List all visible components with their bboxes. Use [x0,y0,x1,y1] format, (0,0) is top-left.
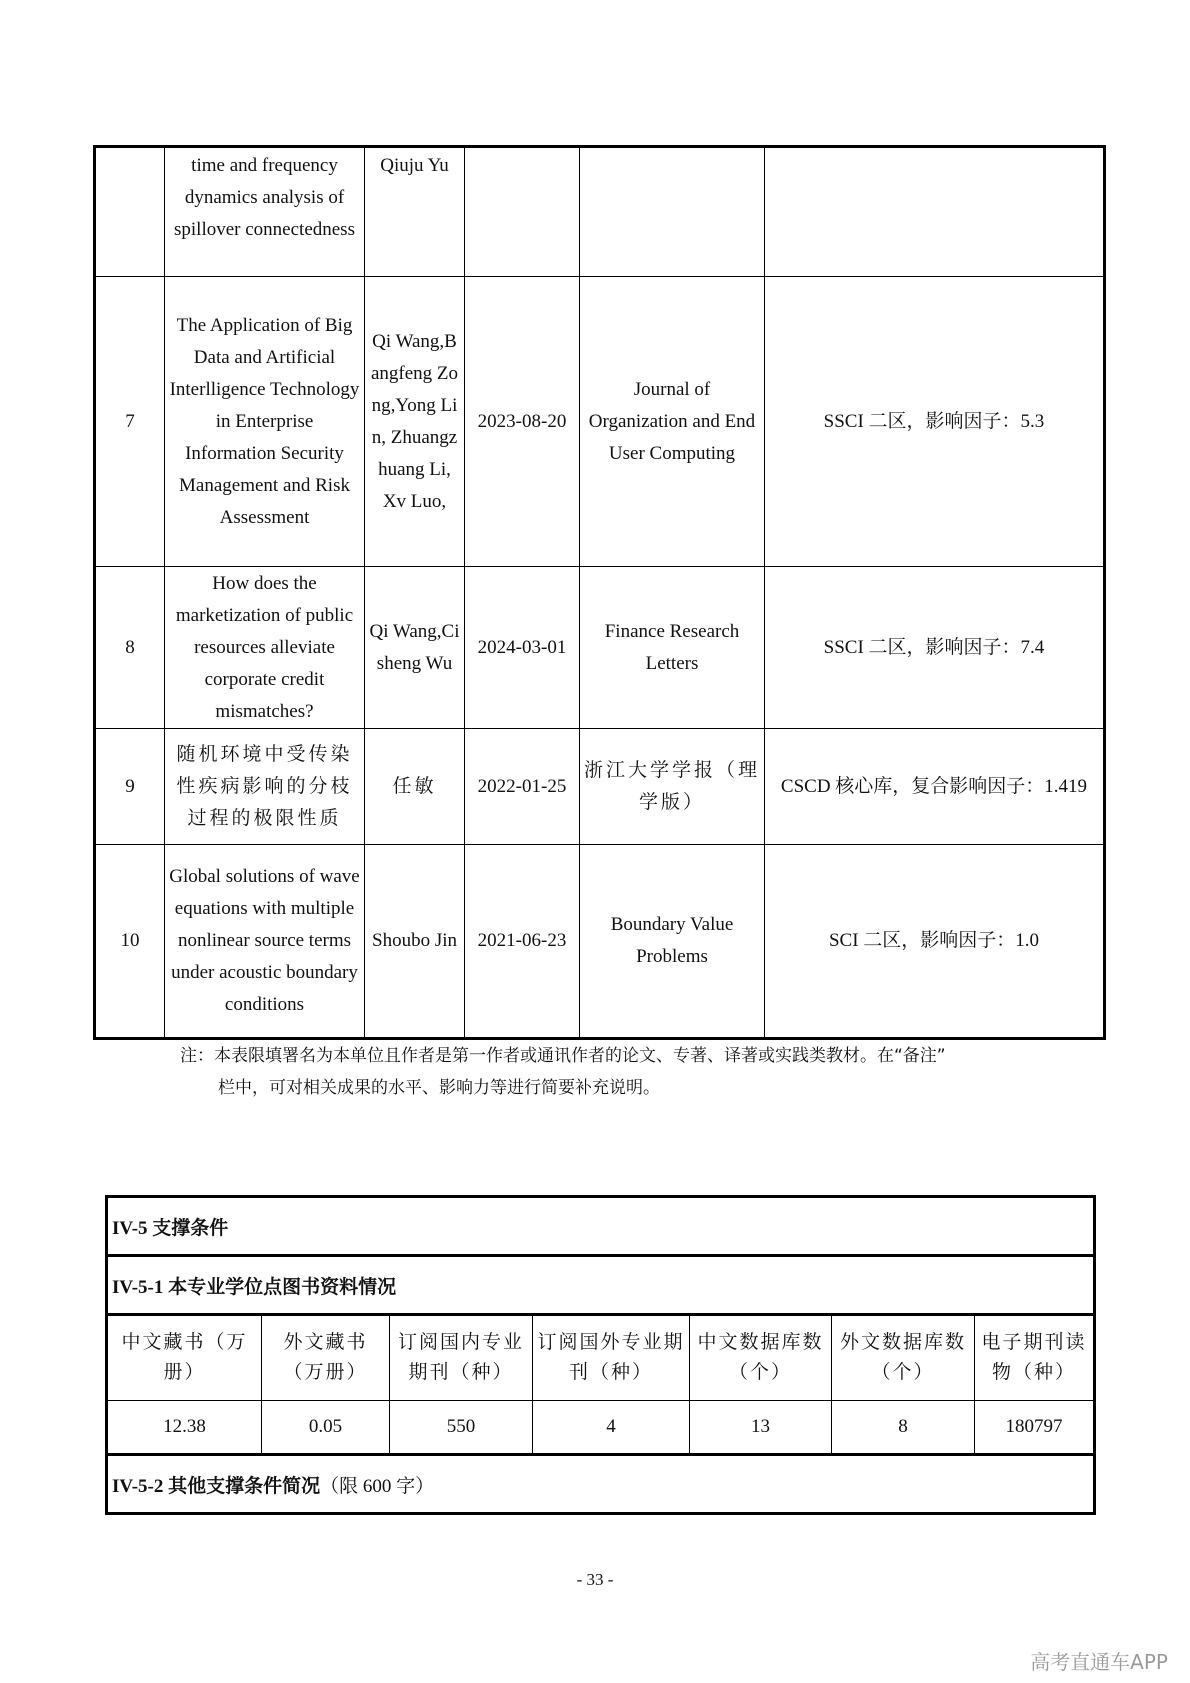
paper-authors: Qi Wang,Cisheng Wu [365,567,465,729]
paper-authors: Qiuju Yu [365,147,465,277]
support-table [105,1195,1096,1515]
watermark: 高考直通车APP [1030,1650,1168,1674]
subsection-title [107,1455,1095,1514]
paper-note [765,147,1105,277]
paper-title: How does the marketization of public resources alleviate corporate credit mismatches? [165,567,365,729]
column-header: 中文数据库数（个） [690,1315,832,1401]
paper-note: SSCI 二区，影响因子：7.4 [765,567,1105,729]
column-header: 电子期刊读物（种） [975,1315,1095,1401]
paper-title: Global solutions of wave equations with multiple nonlinear source terms under acoustic boundary conditions [165,845,365,1039]
section-title: IV-5 支撑条件 [107,1197,1095,1256]
page-number: - 33 - [576,1570,614,1589]
row-number: 10 [95,845,165,1039]
column-header: 中文藏书（万册） [107,1315,262,1401]
paper-journal [580,147,765,277]
paper-title: The Application of Big Data and Artificial Interlligence Technology in Enterprise Information Security Management and Risk Assessment [165,277,365,567]
table-row [95,729,1105,845]
table-row [95,147,1105,277]
paper-authors: Shoubo Jin [365,845,465,1039]
paper-date: 2021-06-23 [465,845,580,1039]
paper-date: 2022-01-25 [465,729,580,845]
table-cell: 13 [690,1401,832,1455]
subsection-title-text: IV-5-2 其他支撑条件简况 [112,1475,321,1497]
paper-title: 随机环境中受传染性疾病影响的分枝过程的极限性质 [165,729,365,845]
table-cell: 550 [390,1401,533,1455]
table-cell: 12.38 [107,1401,262,1455]
table-header-row [107,1315,1095,1401]
column-header: 订阅国内专业期刊（种） [390,1315,533,1401]
table-row [95,567,1105,729]
paper-journal: Journal of Organization and End User Computing [580,277,765,567]
paper-note: SSCI 二区，影响因子：5.3 [765,277,1105,567]
paper-authors: Qi Wang,Bangfeng Zong,Yong Lin, Zhuangzhuang Li, Xv Luo, [365,277,465,567]
table-cell: 0.05 [262,1401,390,1455]
paper-note: SCI 二区，影响因子：1.0 [765,845,1105,1039]
column-header: 外文藏书（万册） [262,1315,390,1401]
subsection-hint: （限 600 字） [320,1475,435,1497]
paper-journal: 浙江大学学报（理学版） [580,729,765,845]
footnote-line: 注：本表限填署名为本单位且作者是第一作者或通讯作者的论文、专著、译著或实践类教材。在“备注” [180,1046,946,1066]
column-header: 订阅国外专业期刊（种） [533,1315,690,1401]
footnote-line: 栏中，可对相关成果的水平、影响力等进行简要补充说明。 [218,1078,660,1098]
table-row [107,1401,1095,1455]
paper-date: 2024-03-01 [465,567,580,729]
column-header: 外文数据库数（个） [832,1315,975,1401]
subsection-title: IV-5-1 本专业学位点图书资料情况 [107,1256,1095,1315]
papers-table [93,145,1106,1040]
paper-date [465,147,580,277]
paper-title: time and frequency dynamics analysis of spillover connectedness [165,147,365,277]
table-footnote [180,1040,1040,1104]
paper-authors: 任敏 [365,729,465,845]
table-row [95,845,1105,1039]
table-cell: 180797 [975,1401,1095,1455]
paper-journal: Finance Research Letters [580,567,765,729]
row-number: 8 [95,567,165,729]
paper-journal: Boundary Value Problems [580,845,765,1039]
row-number [95,147,165,277]
row-number: 9 [95,729,165,845]
paper-date: 2023-08-20 [465,277,580,567]
row-number: 7 [95,277,165,567]
table-cell: 8 [832,1401,975,1455]
table-row [95,277,1105,567]
table-cell: 4 [533,1401,690,1455]
paper-note: CSCD 核心库，复合影响因子：1.419 [765,729,1105,845]
